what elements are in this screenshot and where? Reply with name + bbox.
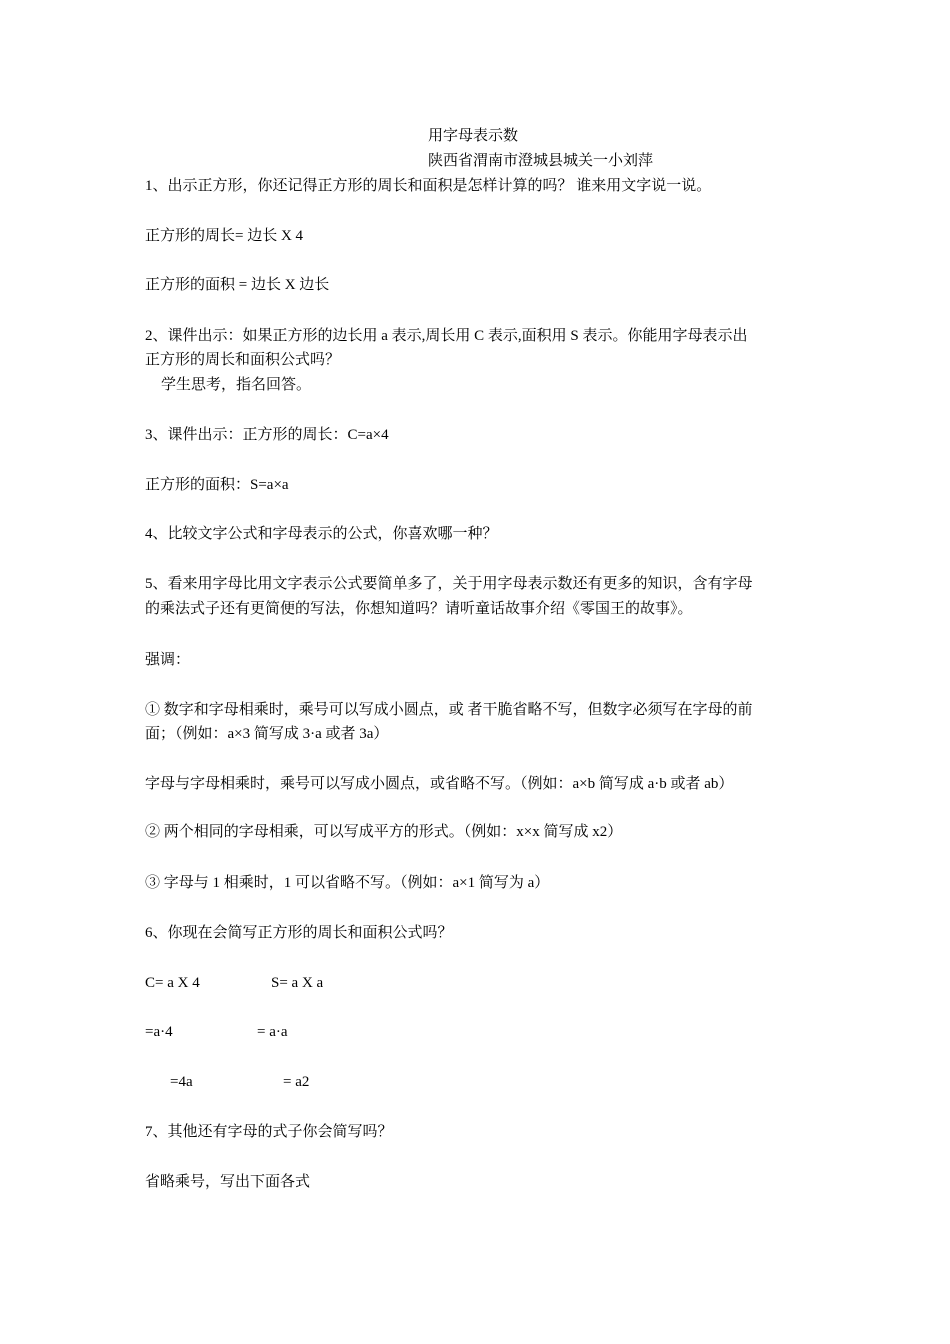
paragraph-6: 6、你现在会简写正方形的周长和面积公式吗？ [145, 925, 453, 941]
paragraph-5-line-1: 5、看来用字母比用文字表示公式要简单多了，关于用字母表示数还有更多的知识，含有字母 [145, 576, 753, 592]
paragraph-7: 7、其他还有字母的式子你会简写吗？ [145, 1124, 393, 1140]
paragraph-5-line-2: 的乘法式子还有更简便的写法，你想知道吗？请听童话故事介绍《零国王的故事》。 [145, 601, 693, 617]
paragraph-2-line-1: 2、课件出示：如果正方形的边长用 a 表示,周长用 C 表示,面积用 S 表示。你能用字母表示出 [145, 328, 748, 344]
area-step-1: S= a X a [271, 975, 324, 991]
paragraph-2-line-2: 正方形的周长和面积公式吗？ [145, 352, 341, 368]
area-step-3: = a2 [283, 1074, 310, 1090]
paragraph-1: 1、出示正方形，你还记得正方形的周长和面积是怎样计算的吗？ 谁来用文字说一说。 [145, 178, 712, 194]
area-text-formula: 正方形的面积 = 边长 X 边长 [145, 277, 330, 293]
perimeter-step-1: C= a X 4 [145, 975, 200, 991]
rule-3: ③ 字母与 1 相乘时，1 可以省略不写。（例如：a×1 简写为 a） [145, 875, 550, 891]
area-letter-formula: 正方形的面积：S=a×a [145, 477, 289, 493]
perimeter-step-3: =4a [170, 1074, 193, 1090]
document-author: 陕西省渭南市澄城县城关一小刘萍 [428, 153, 654, 169]
paragraph-3: 3、课件出示：正方形的周长：C=a×4 [145, 427, 389, 443]
perimeter-text-formula: 正方形的周长= 边长 X 4 [145, 228, 304, 244]
rule-1-line-1: ① 数字和字母相乘时，乘号可以写成小圆点，或 者干脆省略不写，但数字必须写在字母的前 [145, 702, 753, 718]
rule-letters: 字母与字母相乘时，乘号可以写成小圆点，或省略不写。（例如：a×b 简写成 a·b 或者 ab） [145, 776, 734, 792]
emphasis-heading: 强调： [145, 652, 191, 668]
area-step-2: = a·a [257, 1024, 288, 1040]
rule-2: ② 两个相同的字母相乘，可以写成平方的形式。（例如：x×x 简写成 x2） [145, 824, 623, 840]
student-thinking: 学生思考，指名回答。 [161, 377, 312, 393]
exercise-instruction: 省略乘号，写出下面各式 [145, 1174, 311, 1190]
document-title: 用字母表示数 [428, 128, 519, 144]
perimeter-step-2: =a·4 [145, 1024, 173, 1040]
rule-1-line-2: 面；（例如：a×3 简写成 3·a 或者 3a） [145, 726, 389, 742]
paragraph-4: 4、比较文字公式和字母表示的公式，你喜欢哪一种？ [145, 526, 498, 542]
